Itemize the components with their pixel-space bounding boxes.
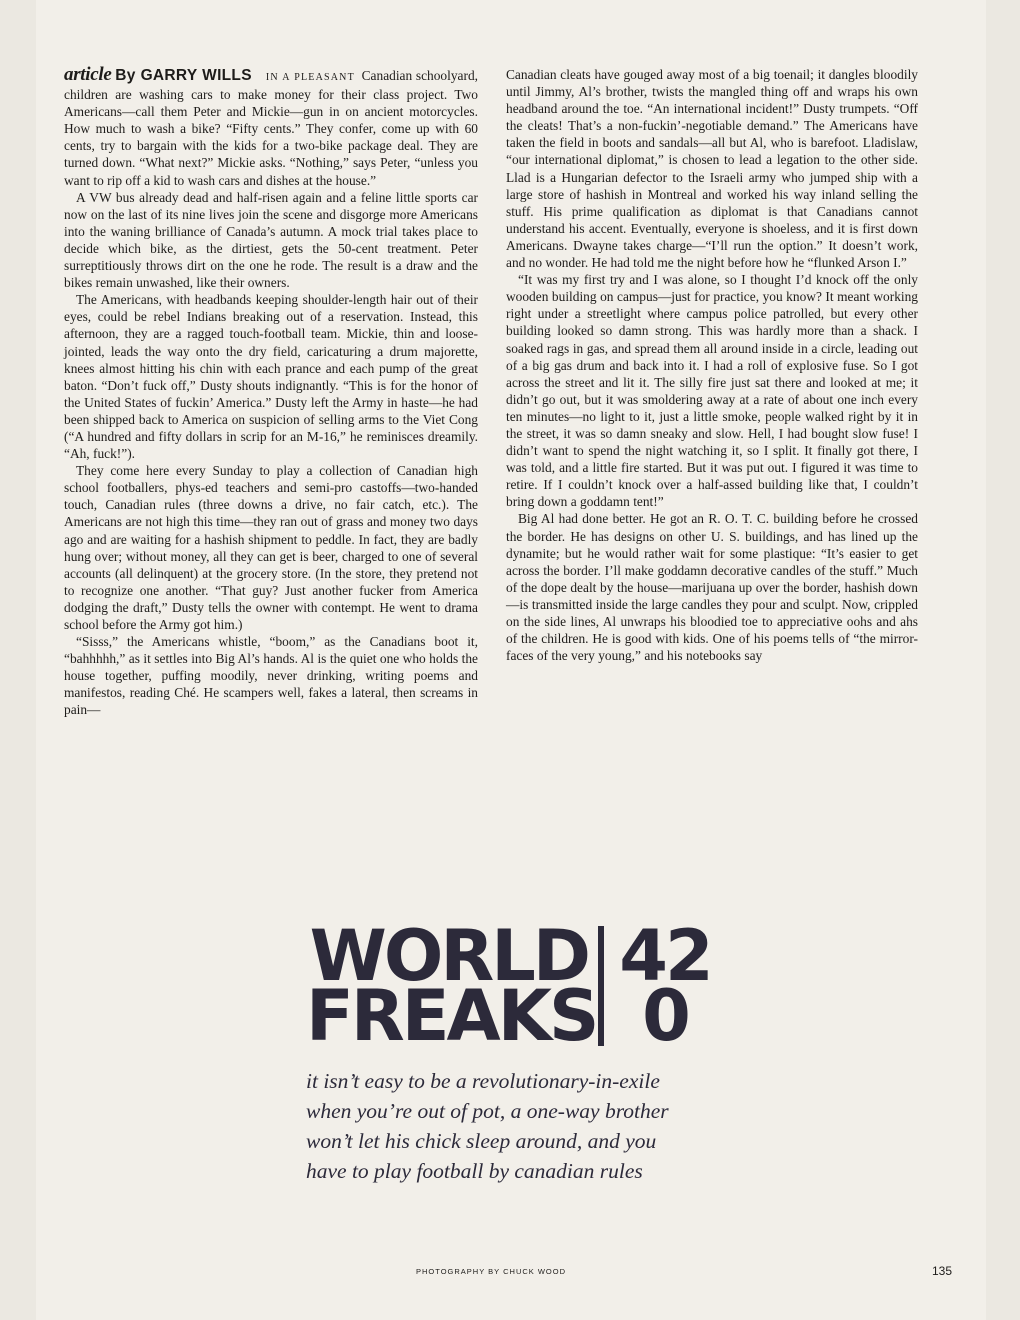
article-paragraph: Canadian cleats have gouged away most of a big toenail; it dangles bloodily until Jimmy, Al’s brother, twists the mangled thing off and wraps his own headband around the toe. “An international incident!” Dusty trumpets. “Off the cleats! That’s a non-fuckin’-negotiable demand.” The Americans have taken the field in boots and sandals—all but Al, who is barefoot. Lladislaw, “our international diplomat,” is chosen to lead a legation to the other side. Llad is a Hungarian defector to the Israeli army who jumped ship with a large store of hashish in Montreal and worked his way inland selling the stuff. His prime qualification as diplomat is that Canadians cannot understand his accent. Eventually, everyone is shoeless, and it is first down Americans. Dwayne takes charge—“I’ll run the option.” It doesn’t work, and no wonder. He had told me the night before how he “flunked Arson I.”: [506, 67, 918, 271]
subtitle-deck: [306, 1066, 766, 1186]
deck-line: when you’re out of pot, a one-way brother: [306, 1099, 669, 1123]
photo-credit: PHOTOGRAPHY BY CHUCK WOOD: [416, 1267, 567, 1276]
headline-row: [306, 975, 720, 1057]
deck-line: won’t let his chick sleep around, and you: [306, 1129, 657, 1153]
paragraph-text: Canadian schoolyard, children are washing cars to make money for their class project. Two Americans—call them Peter and Mickie—gun in on ancient motorcycles. How much to wash a bike? “Fifty cents.” They confer, come up with 60 cents, try to bargain with the kids for a two-bike package deal. They are turned down. “What next?” Mickie asks. “Nothing,” says Peter, “unless you want to rip off a kid to wash cars and dishes at the house.”: [64, 68, 478, 188]
article-column-left: [64, 66, 478, 719]
article-column-right: [506, 66, 918, 664]
article-paragraph: The Americans, with headbands keeping shoulder-length hair out of their eyes, could be rebel Indians breaking out of a reservation. Instead, this afternoon, they are a ragged touch-football team. Mickie, thin and loose-jointed, leads the way onto the dry field, caricaturing a drum majorette, knees almost hitting his chin with each prance and each pump of the great baton. “Don’t fuck off,” Dusty shouts indignantly. “This is for the honor of the United States of fuckin’ America.” Dusty left the Army in haste—he had been shipped back to America on suspicion of selling arms to the Viet Cong (“A hundred and fifty dollars in scrip for an M-16,” he reminisces dreamily. “Ah, fuck!”).: [64, 292, 478, 462]
headline-scoreboard: [306, 915, 720, 1057]
article-paragraph: “Sisss,” the Americans whistle, “boom,” as the Canadians boot it, “bahhhhh,” as it settles into Big Al’s hands. Al is the quiet one who holds the house together, puffing moodily, never drinking, writing poems and manifestos, reading Ché. He scampers well, fakes a lateral, then screams in pain—: [64, 634, 478, 718]
headline-score-freaks: 0: [642, 975, 688, 1057]
article-paragraph: “It was my first try and I was alone, so I thought I’d knock off the only wooden building on campus—just for practice, you know? It meant working right under a streetlight where campus police patrolled, but every other building looked so damn strong. This was hardly more than a shack. I soaked rags in gas, and spread them all around inside in a circle, leading out of a big gas drum and back into it. I had a roll of explosive fuse. So I got across the street and lit it. The silly fire just sat there and looked at me; it didn’t go out, but it was smoldering away at a rate of about one inch every ten minutes—no light to it, just a little smoke, people walked right by it in the street, it was so damn sneaky and slow. Hell, I had bought slow fuse! I didn’t want to spend the night watching it, so I split. It finally got there, I was told, and a little fire started. But it was put out. I figured it was time to retire. If I couldn’t knock over a half-assed building like that, I couldn’t bring down a goddamn tent!”: [506, 272, 918, 510]
lead-in-smallcaps: IN A PLEASANT: [265, 72, 355, 83]
author-name: By GARRY WILLS: [115, 67, 252, 84]
deck-line: it isn’t easy to be a revolutionary-in-exile: [306, 1069, 660, 1093]
article-paragraph: A VW bus already dead and half-risen again and a feline little sports car now on the last of its nine lives join the scene and disgorge more Americans into the waning brilliance of Canada’s autumn. A mock trial takes place to decide which bike, as the dirtiest, gets the 50-cent treatment. Peter surreptitiously throws dirt on the one he rode. The result is a draw and the bikes remain unwashed, like their owners.: [64, 189, 478, 291]
article-kicker: article: [64, 64, 112, 85]
article-paragraph: They come here every Sunday to play a collection of Canadian high school footballers, phys-ed teachers and semi-pro castoffs—two-handed touch, Canadian rules (three downs a drive, no fair catch, etc.). The Americans are not high this time—they ran out of grass and money two days ago and are waiting for a hashish shipment to peddle. In fact, they are badly hung over; without money, all they can get is beer, charged to one of several accounts (all delinquent) at the grocery store. (In the store, they pretend not to recognize one another. “That guy? Just another fucker from America dodging the draft,” Dusty tells the owner with contempt. He went to drama school before the Army got him.): [64, 463, 478, 632]
article-paragraph: Big Al had done better. He got an R. O. T. C. building before he crossed the border. He has designs on other U. S. buildings, and has lined up the dynamite; but he would rather wait for some plastique: “It’s easier to get across the border. I’ll make goddamn decorative candles of the stuff.” Much of the dope dealt by the house—marijuana up over the border, hashish down—is transmitted inside the large candles they pour and sculpt. Now, crippled on the side lines, Al unwraps his bloodied toe to appreciative oohs and ahs of the children. He is good with kids. One of his poems tells of “the mirror-faces of the very young,” and his notebooks say: [506, 511, 918, 664]
magazine-page: [36, 0, 986, 1320]
article-paragraph: [64, 66, 478, 189]
byline: [64, 64, 358, 85]
deck-line: have to play football by canadian rules: [306, 1159, 643, 1183]
headline-score-world: 42: [619, 915, 711, 997]
headline-team-freaks: FREAKS: [306, 975, 597, 1057]
headline-team-world: WORLD: [309, 915, 588, 997]
page-number: 135: [932, 1264, 953, 1278]
